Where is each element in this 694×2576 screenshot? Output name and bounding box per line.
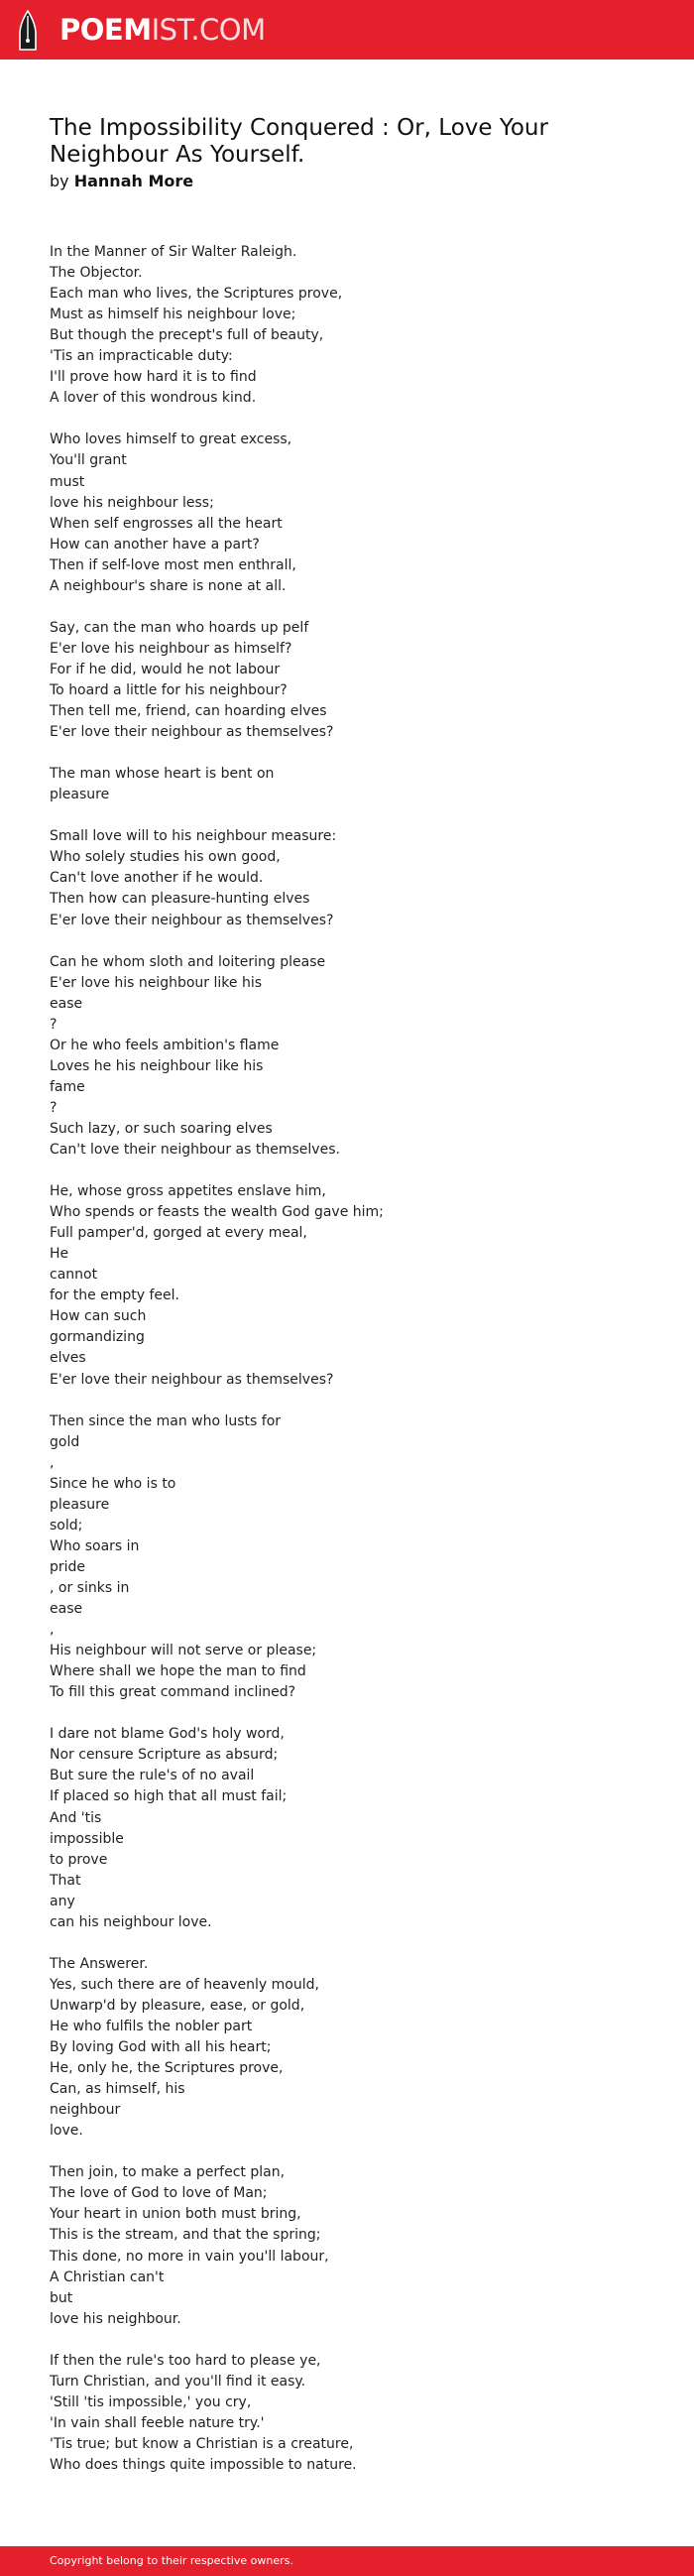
byline bbox=[50, 171, 193, 192]
poem-line: To hoard a little for his neighbour? bbox=[50, 681, 288, 698]
poem-line: Who loves himself to great excess, bbox=[50, 431, 292, 448]
stanza-break bbox=[50, 597, 644, 618]
poem-line: Can't love another if he would. bbox=[50, 870, 264, 887]
poem-line: Such lazy, or such soaring elves bbox=[50, 1120, 273, 1137]
poem-line: 'Tis an impracticable duty: bbox=[50, 348, 233, 365]
poem-line: That bbox=[50, 1872, 81, 1889]
poem-line: This is the stream, and that the spring; bbox=[50, 2227, 321, 2244]
poem-line: But sure the rule's of no avail bbox=[50, 1768, 255, 1784]
poem-line: The man whose heart is bent on bbox=[50, 766, 275, 783]
poem-line: E'er love his neighbour as himself? bbox=[50, 640, 292, 657]
poem-line: Or he who feels ambition's flame bbox=[50, 1037, 280, 1053]
stanza-break bbox=[50, 2330, 644, 2351]
poem-body bbox=[50, 242, 644, 2476]
poem-line: 'In vain shall feeble nature try.' bbox=[50, 2414, 265, 2431]
poem-line: Say, can the man who hoards up pelf bbox=[50, 619, 309, 636]
poem-line: for the empty feel. bbox=[50, 1288, 179, 1304]
poem-line: When self engrosses all the heart bbox=[50, 515, 283, 532]
poem-line: How can such bbox=[50, 1308, 147, 1325]
poem-line: A neighbour's share is none at all. bbox=[50, 577, 287, 594]
poem-line: gormandizing bbox=[50, 1329, 145, 1346]
poem-line: , bbox=[50, 1622, 55, 1639]
poem-line: But though the precept's full of beauty, bbox=[50, 327, 324, 344]
poem-line: love his neighbour. bbox=[50, 2310, 181, 2327]
poem-line: any bbox=[50, 1893, 75, 1909]
poem-line: He, whose gross appetites enslave him, bbox=[50, 1183, 326, 1200]
poem-line: fame bbox=[50, 1078, 85, 1095]
logo-brand-light: IST.COM bbox=[151, 13, 266, 47]
poem-line: 'Tis true; but know a Christian is a creature, bbox=[50, 2435, 354, 2452]
poem-line: He who fulfils the nobler part bbox=[50, 2018, 253, 2034]
poem-line: Each man who lives, the Scriptures prove, bbox=[50, 286, 343, 303]
site-logo[interactable] bbox=[59, 14, 266, 46]
poem-line: Then since the man who lusts for bbox=[50, 1412, 282, 1429]
poem-line: You'll grant bbox=[50, 452, 127, 469]
poem-line: He bbox=[50, 1246, 69, 1263]
poem-line: ? bbox=[50, 1016, 58, 1033]
poem-line: Nor censure Scripture as absurd; bbox=[50, 1747, 279, 1764]
poem-line: Who soars in bbox=[50, 1537, 140, 1554]
poem-line: Then if self-love most men enthrall, bbox=[50, 556, 296, 573]
stanza-break bbox=[50, 409, 644, 429]
poem-line: Can, as himself, his bbox=[50, 2081, 185, 2098]
poem-line: And 'tis bbox=[50, 1809, 102, 1826]
poem-line: pride bbox=[50, 1558, 86, 1575]
poem-line: A lover of this wondrous kind. bbox=[50, 390, 257, 407]
copyright-text: Copyright belong to their respective owners. bbox=[50, 2554, 293, 2567]
poem-line: Where shall we hope the man to find bbox=[50, 1663, 306, 1680]
poem-line: Since he who is to bbox=[50, 1475, 176, 1492]
poem-line: The Answerer. bbox=[50, 1955, 149, 1972]
poem-line: but bbox=[50, 2289, 73, 2306]
poem-line: to prove bbox=[50, 1851, 108, 1868]
poem-line: sold; bbox=[50, 1517, 83, 1533]
poem-line: Loves he his neighbour like his bbox=[50, 1057, 264, 1074]
poem-line: must bbox=[50, 473, 85, 490]
poem-line: In the Manner of Sir Walter Raleigh. bbox=[50, 244, 297, 260]
poem-line: , or sinks in bbox=[50, 1580, 130, 1596]
poem-line: E'er love their neighbour as themselves? bbox=[50, 724, 334, 741]
poem-line: Who does things quite impossible to nature. bbox=[50, 2456, 357, 2473]
poem-line: For if he did, would he not labour bbox=[50, 661, 281, 677]
poem-line: Unwarp'd by pleasure, ease, or gold, bbox=[50, 1997, 305, 2014]
poem-line: The Objector. bbox=[50, 265, 143, 282]
poem-line: gold bbox=[50, 1433, 80, 1450]
poem-line: If then the rule's too hard to please ye, bbox=[50, 2352, 321, 2369]
poem-line: Yes, such there are of heavenly mould, bbox=[50, 1976, 319, 1993]
stanza-break bbox=[50, 1703, 644, 1724]
poem-line: This done, no more in vain you'll labour, bbox=[50, 2248, 329, 2265]
poem-line: He, only he, the Scriptures prove, bbox=[50, 2060, 284, 2077]
stanza-break bbox=[50, 2142, 644, 2162]
poem-line: love his neighbour less; bbox=[50, 494, 214, 511]
poem-line: E'er love their neighbour as themselves? bbox=[50, 912, 334, 928]
poem-line: The love of God to love of Man; bbox=[50, 2185, 268, 2202]
author-link[interactable]: Hannah More bbox=[73, 172, 194, 190]
poem-line: neighbour bbox=[50, 2102, 121, 2119]
poem-line: Can he whom sloth and loitering please bbox=[50, 953, 326, 970]
poem-line: ease bbox=[50, 995, 83, 1012]
poem-line: cannot bbox=[50, 1267, 98, 1284]
poem-line: impossible bbox=[50, 1830, 124, 1847]
poem-line: His neighbour will not serve or please; bbox=[50, 1643, 317, 1659]
stanza-break bbox=[50, 1933, 644, 1954]
poem-line: Your heart in union both must bring, bbox=[50, 2206, 301, 2223]
poem-line: If placed so high that all must fail; bbox=[50, 1788, 288, 1805]
poem-line: Can't love their neighbour as themselves. bbox=[50, 1142, 340, 1159]
poem-line: E'er love their neighbour as themselves? bbox=[50, 1371, 334, 1388]
poem-line: Small love will to his neighbour measure: bbox=[50, 828, 337, 845]
poem-line: Who spends or feasts the wealth God gave him; bbox=[50, 1204, 384, 1221]
poem-title: The Impossibility Conquered : Or, Love Your Neighbour As Yourself. bbox=[50, 115, 548, 168]
poem-line: Full pamper'd, gorged at every meal, bbox=[50, 1225, 307, 1242]
poem-line: Then tell me, friend, can hoarding elves bbox=[50, 703, 327, 720]
poem-line: pleasure bbox=[50, 787, 110, 803]
poem-line: can his neighbour love. bbox=[50, 1913, 212, 1930]
poem-line: love. bbox=[50, 2123, 83, 2140]
poem-line: ease bbox=[50, 1601, 83, 1618]
poem-line: Then how can pleasure-hunting elves bbox=[50, 891, 310, 908]
poem-line: ? bbox=[50, 1099, 58, 1116]
poem-line: How can another have a part? bbox=[50, 536, 260, 552]
stanza-break bbox=[50, 1161, 644, 1181]
poem-line: Must as himself his neighbour love; bbox=[50, 307, 296, 323]
poem-line: E'er love his neighbour like his bbox=[50, 974, 262, 991]
poem-line: , bbox=[50, 1454, 55, 1471]
poem-line: I dare not blame God's holy word, bbox=[50, 1726, 285, 1743]
poem-line: 'Still 'tis impossible,' you cry, bbox=[50, 2393, 252, 2410]
poem-line: A Christian can't bbox=[50, 2269, 165, 2285]
poem-line: Turn Christian, and you'll find it easy. bbox=[50, 2373, 306, 2390]
poem-line: Then join, to make a perfect plan, bbox=[50, 2164, 286, 2181]
site-header bbox=[0, 0, 694, 60]
quill-pen-icon[interactable] bbox=[17, 10, 39, 52]
by-label: by bbox=[50, 172, 69, 190]
poem-line: pleasure bbox=[50, 1496, 110, 1513]
poem-line: By loving God with all his heart; bbox=[50, 2039, 272, 2056]
site-footer bbox=[0, 2546, 694, 2576]
poem-line: To fill this great command inclined? bbox=[50, 1684, 296, 1701]
poem-line: Who solely studies his own good, bbox=[50, 849, 281, 866]
stanza-break bbox=[50, 805, 644, 826]
stanza-break bbox=[50, 743, 644, 764]
poem-line: elves bbox=[50, 1350, 86, 1367]
poem-line: I'll prove how hard it is to find bbox=[50, 369, 257, 386]
stanza-break bbox=[50, 1391, 644, 1411]
logo-brand-bold: POEM bbox=[59, 13, 152, 47]
stanza-break bbox=[50, 931, 644, 952]
